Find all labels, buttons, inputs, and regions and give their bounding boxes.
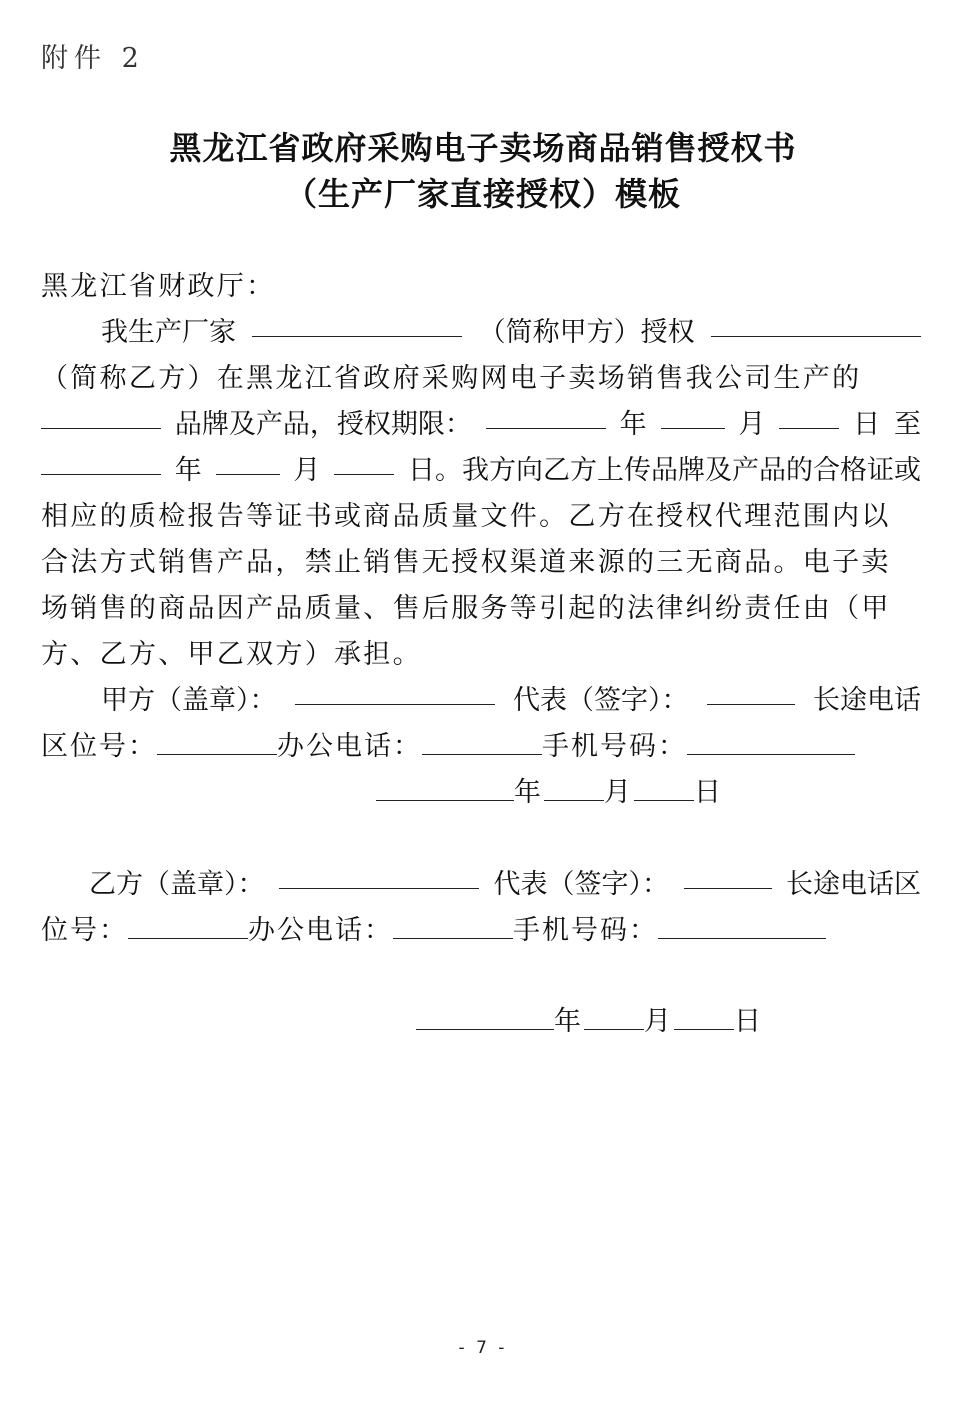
document-subtitle: （生产厂家直接授权）模板 bbox=[284, 175, 681, 213]
body-line-3 bbox=[41, 406, 921, 444]
party-a-date bbox=[376, 774, 724, 812]
body-line-4-text: 日。我方向乙方上传品牌及产品的合格证或 bbox=[407, 455, 921, 486]
party-a-seal-label: 甲方（盖章）： bbox=[101, 685, 277, 716]
year-label: 年 bbox=[619, 409, 647, 440]
party-b-rep-label: 代表（签字）： bbox=[493, 869, 669, 900]
salutation: 黑龙江省财政厅： bbox=[41, 271, 276, 302]
year-label: 年 bbox=[514, 777, 544, 808]
party-b-rep-blank[interactable] bbox=[684, 866, 772, 889]
month-label: 月 bbox=[644, 1006, 674, 1037]
party-b-mobile-blank[interactable] bbox=[658, 916, 826, 939]
month-label: 月 bbox=[293, 455, 321, 486]
year-label: 年 bbox=[174, 455, 202, 486]
start-month-blank[interactable] bbox=[661, 406, 725, 429]
party-a-year-blank[interactable] bbox=[376, 778, 514, 801]
party-a-day-blank[interactable] bbox=[634, 778, 694, 801]
party-a-line-2 bbox=[41, 728, 921, 766]
month-label: 月 bbox=[738, 409, 766, 440]
party-b-mobile-label: 手机号码： bbox=[513, 915, 658, 946]
body-line-1 bbox=[101, 314, 921, 352]
body-line-7: 场销售的商品因产品质量、售后服务等引起的法律纠纷责任由（甲 bbox=[41, 593, 891, 624]
party-a-office-phone-blank[interactable] bbox=[422, 732, 542, 755]
authorized-party-blank[interactable] bbox=[711, 314, 921, 337]
party-a-office-phone-label: 办公电话： bbox=[277, 731, 422, 762]
party-a-mobile-label: 手机号码： bbox=[542, 731, 687, 762]
body-line-6: 合法方式销售产品，禁止销售无授权渠道来源的三无商品。电子卖 bbox=[41, 547, 891, 578]
body-line-4 bbox=[41, 452, 921, 490]
party-a-mobile-blank[interactable] bbox=[687, 732, 855, 755]
party-b-line-1 bbox=[89, 866, 921, 904]
party-a-area-code-label: 区位号： bbox=[41, 731, 157, 762]
brand-blank[interactable] bbox=[41, 406, 161, 429]
party-a-seal-blank[interactable] bbox=[295, 682, 495, 705]
party-b-office-phone-label: 办公电话： bbox=[248, 915, 393, 946]
party-a-long-distance-label: 长途电话 bbox=[813, 685, 921, 716]
end-month-blank[interactable] bbox=[216, 452, 280, 475]
party-b-date bbox=[416, 1003, 764, 1041]
body-line-5: 相应的质检报告等证书或商品质量文件。乙方在授权代理范围内以 bbox=[41, 501, 891, 532]
party-b-seal-blank[interactable] bbox=[279, 866, 479, 889]
end-day-blank[interactable] bbox=[334, 452, 394, 475]
attachment-label: 附件 2 bbox=[41, 43, 145, 74]
party-a-rep-label: 代表（签字）： bbox=[513, 685, 689, 716]
day-label: 日 bbox=[853, 409, 881, 440]
party-b-long-distance-label: 长途电话区 bbox=[786, 869, 921, 900]
party-a-rep-blank[interactable] bbox=[707, 682, 795, 705]
party-b-office-phone-blank[interactable] bbox=[393, 916, 513, 939]
manufacturer-name-blank[interactable] bbox=[252, 314, 462, 337]
end-year-blank[interactable] bbox=[41, 452, 161, 475]
party-b-seal-label: 乙方（盖章）： bbox=[89, 869, 265, 900]
party-b-year-blank[interactable] bbox=[416, 1007, 554, 1030]
party-b-day-blank[interactable] bbox=[674, 1007, 734, 1030]
start-year-blank[interactable] bbox=[486, 406, 606, 429]
page-number: - 7 - bbox=[458, 1338, 508, 1358]
to-label: 至 bbox=[894, 409, 921, 440]
party-a-area-code-blank[interactable] bbox=[157, 732, 277, 755]
brand-product-label: 品牌及产品，授权期限： bbox=[174, 409, 472, 440]
body-line-8: 方、乙方、甲乙双方）承担。 bbox=[41, 639, 422, 670]
party-a-line-1 bbox=[101, 682, 921, 720]
party-a-month-blank[interactable] bbox=[544, 778, 604, 801]
party-b-month-blank[interactable] bbox=[584, 1007, 644, 1030]
day-label: 日 bbox=[694, 777, 724, 808]
year-label: 年 bbox=[554, 1006, 584, 1037]
party-a-abbrev-label: （简称甲方）授权 bbox=[478, 317, 695, 348]
month-label: 月 bbox=[604, 777, 634, 808]
body-line-2: （简称乙方）在黑龙江省政府采购网电子卖场销售我公司生产的 bbox=[41, 363, 862, 394]
party-b-line-2 bbox=[41, 912, 921, 950]
party-b-area-code-blank[interactable] bbox=[128, 916, 248, 939]
document-title: 黑龙江省政府采购电子卖场商品销售授权书 bbox=[169, 129, 797, 167]
start-day-blank[interactable] bbox=[779, 406, 839, 429]
day-label: 日 bbox=[734, 1006, 764, 1037]
party-b-area-code-label: 位号： bbox=[41, 915, 128, 946]
manufacturer-label: 我生产厂家 bbox=[101, 317, 236, 348]
